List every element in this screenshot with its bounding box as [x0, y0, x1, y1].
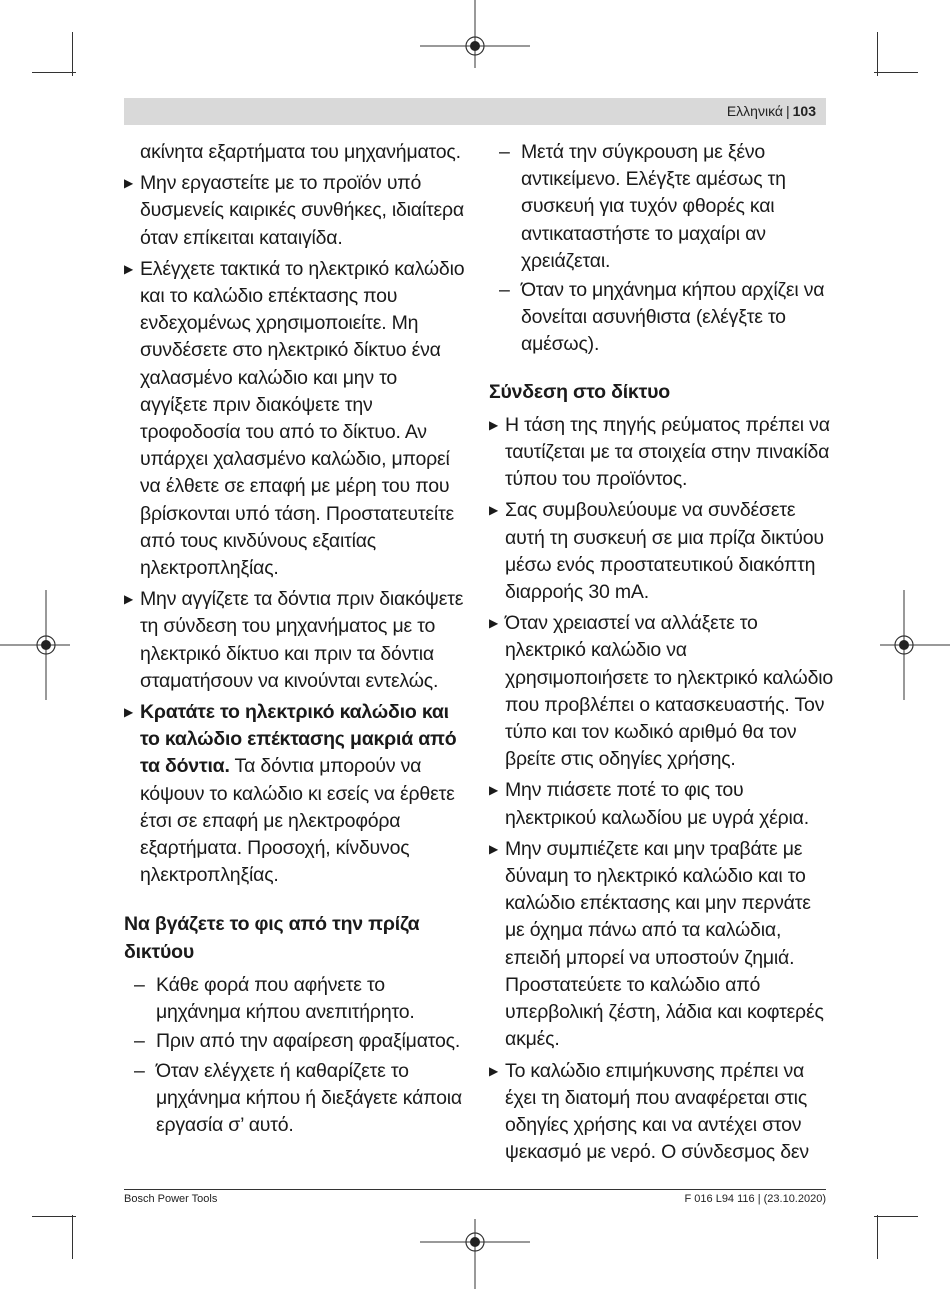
- registration-mark-right-icon: [880, 590, 950, 700]
- dash-text: Μετά την σύγκρουση με ξένο αντικείμενο. Ελέγξτε αμέσως τη συσκευή για τυχόν φθορές και αντικαταστήστε το μαχαίρι αν χρειάζεται.: [521, 141, 786, 272]
- registration-mark-left-icon: [0, 590, 70, 700]
- section-heading-unplug: Να βγάζετε το φις από την πρίζα δικτύου: [124, 913, 420, 963]
- bullet-arrow-icon: ▶: [124, 261, 134, 276]
- bullet-text: Μην πιάσετε ποτέ το φις του ηλεκτρικού καλωδίου με υγρά χέρια.: [505, 779, 809, 829]
- list-item: [124, 256, 469, 582]
- bullet-text: Η τάση της πηγής ρεύματος πρέπει να ταυτίζεται με τα στοιχεία στην πινακίδα τύπου του προϊόντος.: [505, 413, 830, 491]
- list-item: [489, 1058, 834, 1167]
- bullet-arrow-icon: ▶: [124, 592, 134, 607]
- list-item: [489, 610, 834, 773]
- registration-mark-top-icon: [420, 0, 530, 70]
- list-item: [489, 412, 834, 494]
- bullet-arrow-icon: ▶: [489, 783, 499, 798]
- section-heading-mains-connection: Σύνδεση στο δίκτυο: [489, 380, 670, 403]
- list-item: [124, 1058, 469, 1140]
- bullet-arrow-icon: ▶: [489, 503, 499, 518]
- crop-mark-top-left-vertical: [72, 32, 73, 76]
- footer-document-code: F 016 L94 116 | (23.10.2020): [684, 1193, 826, 1205]
- bullet-arrow-icon: ▶: [489, 841, 499, 856]
- crop-mark-top-left-horizontal: [32, 72, 76, 73]
- crop-mark-top-right-horizontal: [874, 72, 918, 73]
- crop-mark-bottom-right-horizontal: [874, 1216, 918, 1217]
- bullet-text: Σας συμβουλεύουμε να συνδέσετε αυτή τη συσκευή σε μια πρίζα δικτύου μέσω ενός προστατευτικού διακόπτη διαρροής 30 mA.: [505, 499, 824, 604]
- list-item: [489, 836, 834, 1054]
- list-item: [489, 777, 834, 831]
- bullet-bold-text: Κρατάτε το ηλεκτρικό καλώδιο και το καλώδιο επέκτασης μακριά από τα δόντια.: [140, 701, 457, 778]
- list-item: [124, 972, 469, 1026]
- dash-marker: –: [134, 1030, 145, 1053]
- dash-text: Όταν το μηχάνημα κήπου αρχίζει να δονείται ασυνήθιστα (ελέγξτε το αμέσως).: [521, 279, 825, 356]
- bullet-text: Μην αγγίζετε τα δόντια πριν διακόψετε τη σύνδεση του μηχανήματος με το ηλεκτρικό δίκτυο και πριν τα δόντια σταματήσουν να κινούνται εντελώς.: [140, 588, 464, 692]
- header-language: Ελληνικά: [726, 103, 783, 119]
- dash-marker: –: [499, 141, 510, 163]
- header-separator: |: [786, 103, 790, 119]
- registration-mark-bottom-icon: [420, 1219, 530, 1289]
- dash-text: Πριν από την αφαίρεση φραξίματος.: [156, 1030, 461, 1053]
- dash-marker: –: [134, 973, 145, 996]
- list-item: [489, 139, 834, 275]
- crop-mark-bottom-left-horizontal: [32, 1216, 76, 1217]
- dash-marker: –: [134, 1059, 145, 1082]
- crop-mark-top-right-vertical: [877, 32, 878, 76]
- page-header: [124, 98, 826, 125]
- list-item: [124, 1028, 469, 1055]
- bullet-text: Μην εργαστείτε με το προϊόν υπό δυσμενείς καιρικές συνθήκες, ιδιαίτερα όταν επίκειται καταιγίδα.: [140, 172, 464, 249]
- bullet-arrow-icon: ▶: [124, 705, 134, 720]
- dash-marker: –: [499, 279, 510, 302]
- page-number: 103: [792, 103, 816, 119]
- list-item: [124, 170, 469, 252]
- list-item: [124, 699, 469, 889]
- bullet-text: Το καλώδιο επιμήκυνσης πρέπει να έχει τη διατομή που αναφέρεται στις οδηγίες χρήσης και να αντέχει στον ψεκασμό με νερό. Ο σύνδεσμος δεν: [505, 1059, 809, 1164]
- left-column: [124, 139, 469, 1141]
- dash-text: Κάθε φορά που αφήνετε το μηχάνημα κήπου ανεπιτήρητο.: [156, 973, 415, 1024]
- footer-brand: Bosch Power Tools: [124, 1193, 218, 1205]
- bullet-arrow-icon: ▶: [489, 616, 499, 631]
- bullet-arrow-icon: ▶: [489, 1063, 499, 1078]
- list-item: [489, 497, 834, 606]
- list-item: [124, 586, 469, 695]
- dash-text: Όταν ελέγχετε ή καθαρίζετε το μηχάνημα κήπου ή διεξάγετε κάποια εργασία σ’ αυτό.: [156, 1059, 462, 1136]
- bullet-arrow-icon: ▶: [124, 176, 134, 191]
- bullet-arrow-icon: ▶: [489, 417, 499, 432]
- intro-continuation: ακίνητα εξαρτήματα του μηχανήματος.: [140, 141, 461, 163]
- bullet-text: Μην συμπιέζετε και μην τραβάτε με δύναμη το ηλεκτρικό καλώδιο και το καλώδιο επέκτασης και μην περνάτε με όχημα πάνω από τα καλώδια, επειδή μπορεί να υποστούν ζημιά. Προστατεύετε το καλώδιο από υπερβολική ζέστη, λάδια και κοφτερές ακμές.: [505, 837, 824, 1051]
- bullet-text: Ελέγχετε τακτικά το ηλεκτρικό καλώδιο και το καλώδιο επέκτασης που ενδεχομένως χρησιμοποιείτε. Μη συνδέσετε στο ηλεκτρικό δίκτυο ένα χαλασμένο καλώδιο και μην το αγγίξετε πριν διακόψετε την τροφοδοσία του από το δίκτυο. Αν υπάρχει χαλασμένο καλώδιο, μπορεί να έλθετε σε επαφή με μέρη του που βρίσκονται υπό τάση. Προστατευτείτε από τους κινδύνους εξαιτίας ηλεκτροπληξίας.: [140, 257, 465, 580]
- crop-mark-bottom-right-vertical: [877, 1215, 878, 1259]
- bullet-text: Τα δόντια μπορούν να κόψουν το καλώδιο κι εσείς να έρθετε έτσι σε επαφή με ηλεκτροφόρα εξαρτήματα. Προσοχή, κίνδυνος ηλεκτροπληξίας.: [140, 755, 455, 887]
- crop-mark-bottom-left-vertical: [72, 1215, 73, 1259]
- right-column: [489, 139, 834, 1170]
- list-item: [489, 277, 834, 359]
- bullet-text: Όταν χρειαστεί να αλλάξετε το ηλεκτρικό καλώδιο να χρησιμοποιήσετε το ηλεκτρικό καλώδιο που προβλέπει ο κατασκευαστής. Τον τύπο και τον κωδικό αριθμό θα τον βρείτε στις οδηγίες χρήσης.: [505, 612, 834, 771]
- header-text: [727, 103, 816, 119]
- footer-rule: [124, 1189, 826, 1190]
